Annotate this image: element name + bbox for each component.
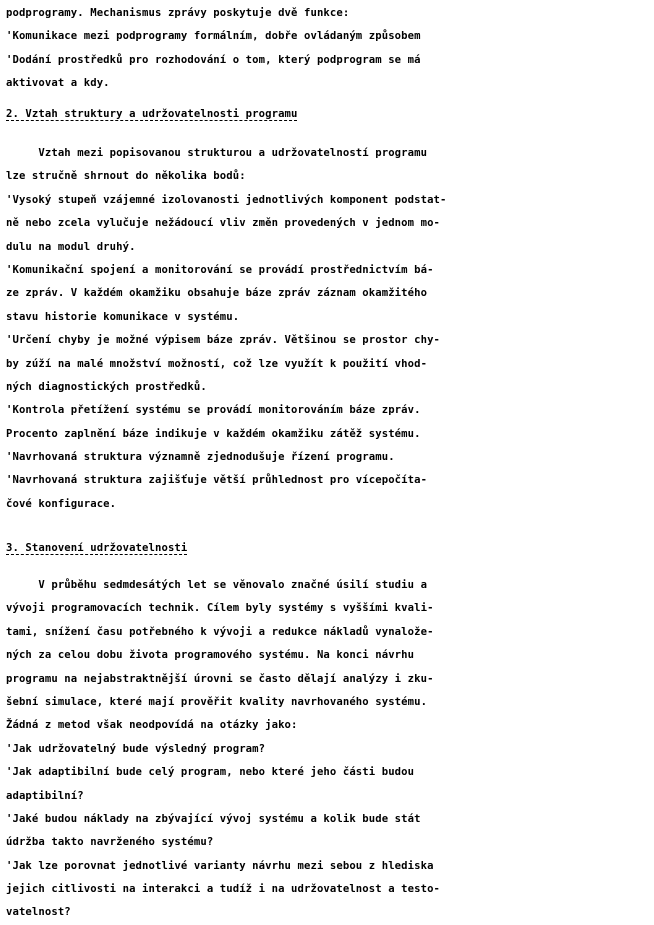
text-line: 'Navrhovaná struktura zajišťuje větší průhlednost pro vícepočíta-: [6, 474, 428, 487]
text-line: 'Určení chyby je možné výpisem báze zpráv. Většinou se prostor chy-: [6, 334, 441, 347]
text-line: ze zpráv. V každém okamžiku obsahuje báze zpráv záznam okamžitého: [6, 287, 428, 300]
text-line: čové konfigurace.: [6, 497, 117, 510]
text-line: adaptibilní?: [6, 789, 84, 802]
text-line: tami, snížení času potřebného k vývoji a redukce nákladů vynalože-: [6, 625, 434, 638]
text-line: stavu historie komunikace v systému.: [6, 310, 240, 323]
text-line: Vztah mezi popisovanou strukturou a udržovatelností programu: [6, 147, 428, 159]
text-line: aktivovat a kdy.: [6, 77, 110, 90]
text-line: 'Komunikační spojení a monitorování se provádí prostřednictvím bá-: [6, 263, 434, 276]
text-line: 'Kontrola přetížení systému se provádí monitorováním báze zpráv.: [6, 404, 421, 417]
text-line: 'Jaké budou náklady na zbývající vývoj systému a kolik bude stát: [6, 812, 421, 825]
text-line: 'Vysoký stupeň vzájemné izolovanosti jednotlivých komponent podstat-: [6, 193, 447, 206]
text-line: ně nebo zcela vylučuje nežádoucí vliv změn provedených v jednom mo-: [6, 217, 441, 230]
text-line: 'Dodání prostředků pro rozhodování o tom, který podprogram se má: [6, 53, 421, 66]
text-line: 'Navrhovaná struktura významně zjednodušuje řízení programu.: [6, 451, 395, 464]
text-line: programu na nejabstraktnější úrovni se často dělají analýzy i zku-: [6, 672, 434, 685]
section-2-heading: 2. Vztah struktury a udržovatelnosti programu: [6, 108, 298, 120]
text-line: šební simulace, které mají prověřit kvality navrhovaného systému.: [6, 695, 428, 708]
text-line: 'Jak adaptibilní bude celý program, nebo které jeho části budou: [6, 766, 415, 779]
text-line: dulu na modul druhý.: [6, 240, 136, 253]
section-3-heading: 3. Stanovení udržovatelnosti: [6, 542, 188, 554]
text-line: 'Jak udržovatelný bude výsledný program?: [6, 742, 266, 755]
text-line: vatelnost?: [6, 906, 71, 919]
section-3: [6, 537, 642, 560]
text-line: ných diagnostických prostředků.: [6, 380, 207, 393]
text-line: Žádná z metod však neodpovídá na otázky jako:: [6, 719, 298, 732]
text-line: vývoji programovacích technik. Cílem byly systémy s vyššími kvali-: [6, 602, 434, 615]
intro-paragraph: [6, 2, 642, 96]
text-line: údržba takto navrženého systému?: [6, 836, 214, 849]
text-line: 'Komunikace mezi podprogramy formálním, dobře ovládaným způsobem: [6, 30, 421, 43]
text-line: jejich citlivosti na interakci a tudíž i na udržovatelnost a testo-: [6, 883, 441, 896]
text-line: ných za celou dobu života programového systému. Na konci návrhu: [6, 649, 415, 662]
section-3-body: [6, 574, 642, 925]
text-line: Procento zaplnění báze indikuje v každém okamžiku zátěž systému.: [6, 427, 421, 440]
text-line: lze stručně shrnout do několika bodů:: [6, 170, 246, 183]
text-line: podprogramy. Mechanismus zprávy poskytuje dvě funkce:: [6, 7, 350, 19]
text-line: 'Jak lze porovnat jednotlivé varianty návrhu mezi sebou z hlediska: [6, 859, 434, 872]
section-2: [6, 103, 642, 126]
section-2-body: [6, 142, 642, 516]
text-line: by zúží na malé množství možností, což lze využít k použití vhod-: [6, 357, 428, 370]
text-line: V průběhu sedmdesátých let se věnovalo značné úsilí studiu a: [6, 579, 428, 591]
